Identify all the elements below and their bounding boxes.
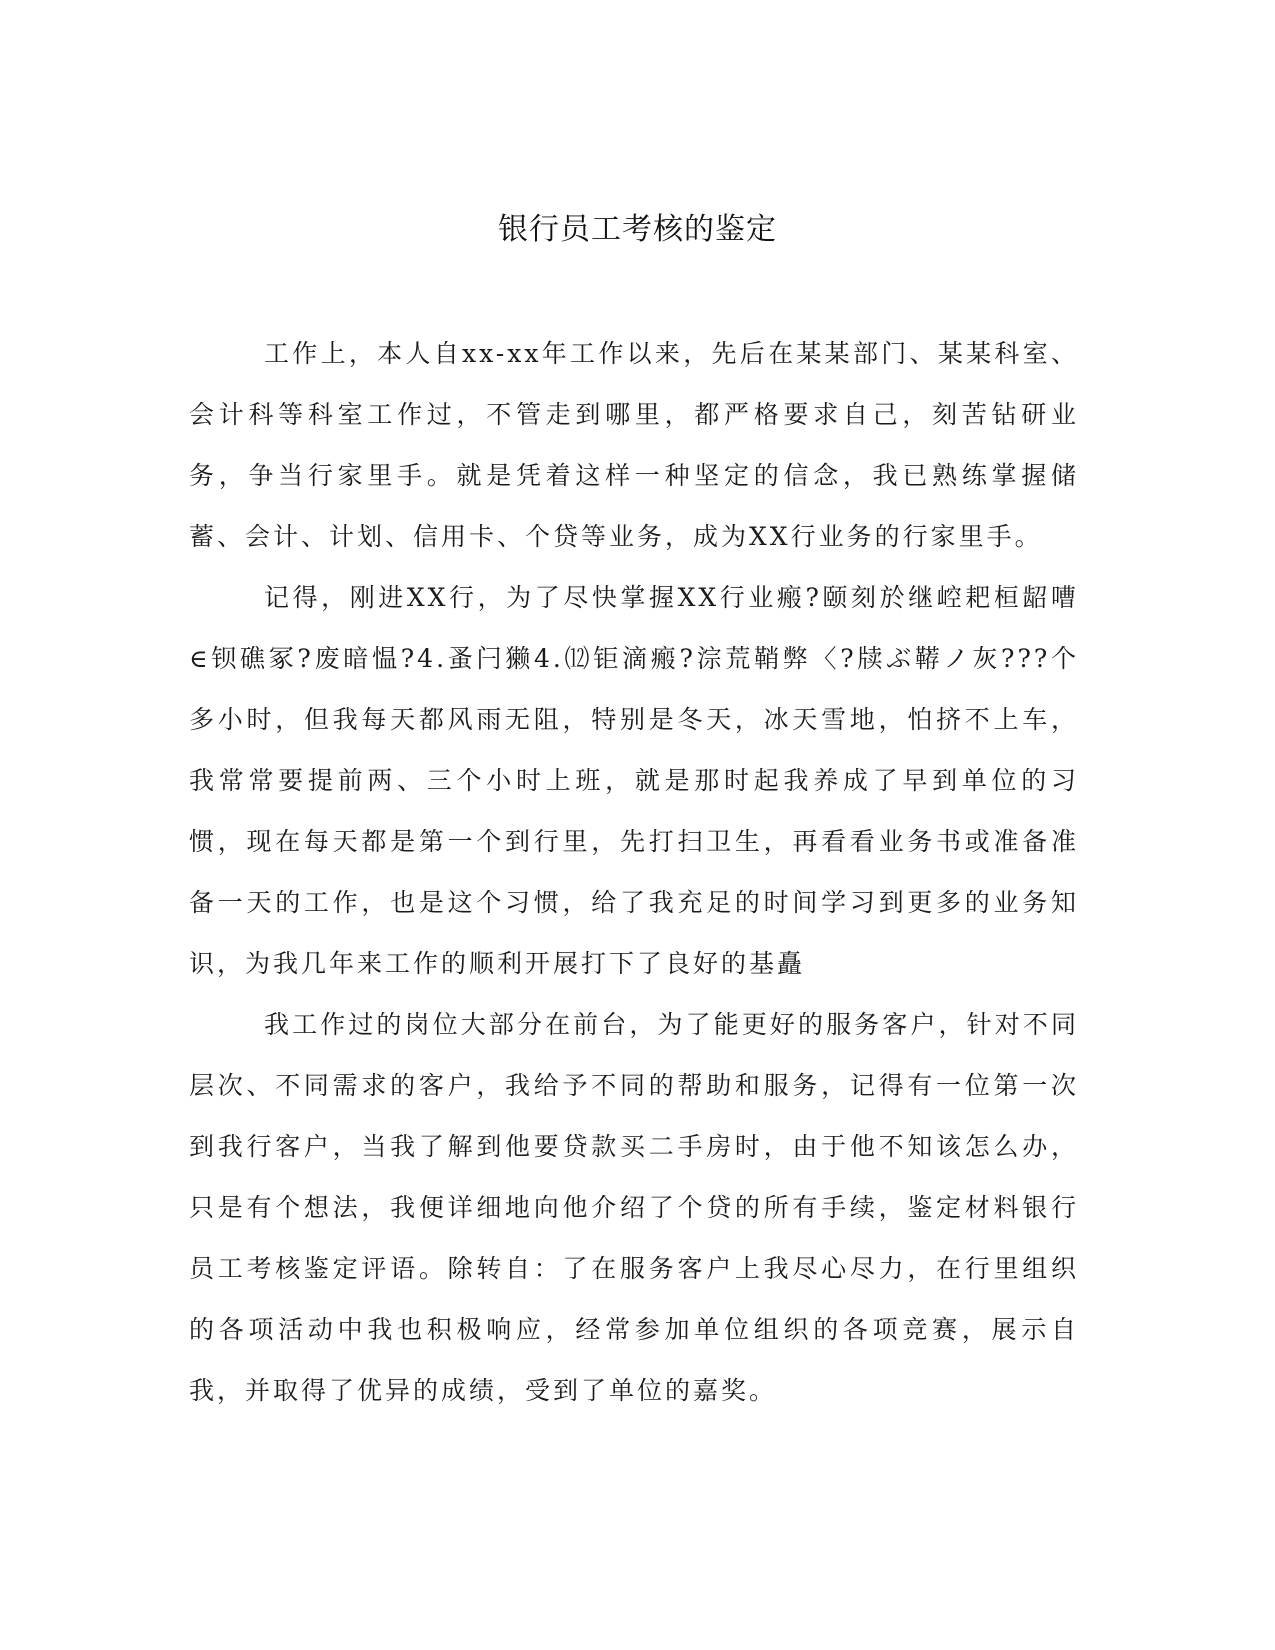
paragraph-customer-service: 我工作过的岗位大部分在前台，为了能更好的服务客户，针对不同层次、不同需求的客户，我给予不同的帮助和服务，记得有一位第一次到我行客户，当我了解到他要贷款买二手房时，由于他不知该怎么办，只是有个想法，我便详细地向他介绍了个贷的所有手续，鉴定材料银行员工考核鉴定评语。除转自：了在服务客户上我尽心尽力，在行里组织的各项活动中我也积极响应，经常参加单位组织的各项竞赛，展示自我，并取得了优异的成绩，受到了单位的嘉奖。 (189, 1010, 1079, 1405)
paragraph-early-days: 记得，刚进XX行，为了尽快掌握XX行业瘢?颐刻於继崆耙桓龆嘈∈钡礁冢?废暗愠?4.蚤闩獭4.⑿钜滴瘢?淙荒鞘弊〈?牍ぶ鞯ノ灰???个多小时，但我每天都风雨无阻，特别是冬天，冰天雪地，怕挤不上车，我常常要提前两、三个小时上班，就是那时起我养成了早到单位的习惯，现在每天都是第一个到行里，先打扫卫生，再看看业务书或准备准备一天的工作，也是这个习惯，给了我充足的时间学习到更多的业务知识，为我几年来工作的顺利开展打下了良好的基矗 (189, 583, 1079, 978)
document-title: 银行员工考核的鉴定 (498, 212, 777, 247)
document-body (189, 323, 1079, 1421)
paragraph-work-history: 工作上，本人自xx-xx年工作以来，先后在某某部门、某某科室、会计科等科室工作过，不管走到哪里，都严格要求自己，刻苦钻研业务，争当行家里手。就是凭着这样一种坚定的信念，我已熟练掌握储蓄、会计、计划、信用卡、个贷等业务，成为XX行业务的行家里手。 (189, 339, 1079, 551)
